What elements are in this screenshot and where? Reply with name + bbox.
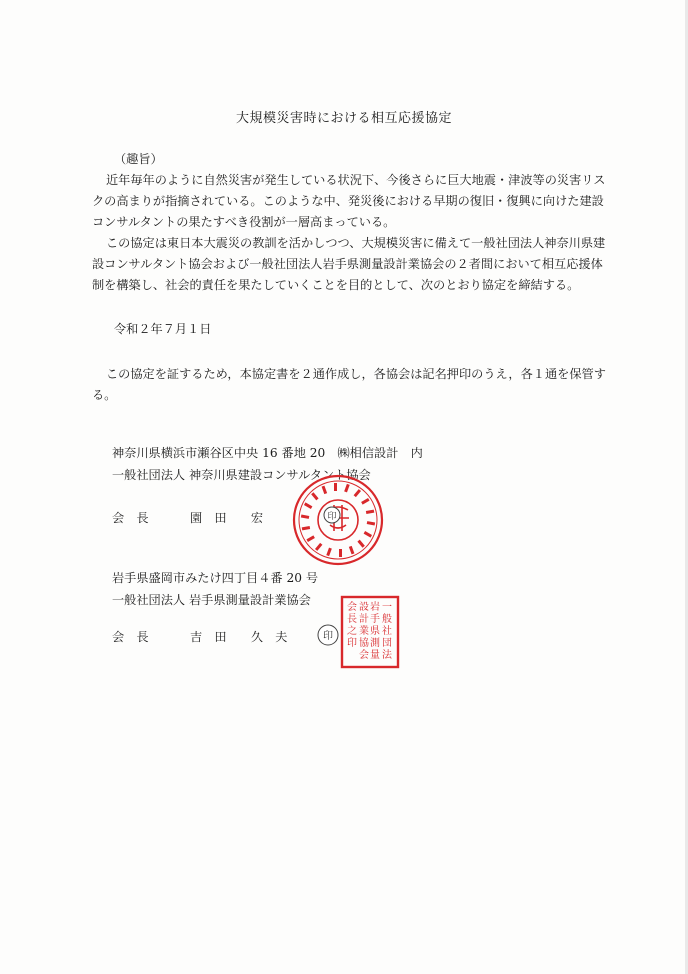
- paragraph-background: [92, 170, 606, 233]
- paragraph2-line: 設コンサルタント協会および一般社団法人岩手県測量設計業協会の２者間において相互応援体: [92, 257, 603, 271]
- party2-role: 会 長: [112, 630, 149, 644]
- paragraph2-line: この協定は東日本大震災の教訓を活かしつつ、大規模災害に備えて一般社団法人神奈川県建: [106, 236, 606, 250]
- date-text: 令和２年７月１日: [114, 322, 212, 336]
- svg-text:般: 般: [382, 614, 392, 625]
- party1-address: 神奈川県横浜市瀬谷区中央 16 番地 20 ㈱相信設計 内: [112, 446, 423, 460]
- svg-text:印: 印: [347, 638, 357, 649]
- purpose-heading: [92, 149, 590, 170]
- svg-text:社: 社: [382, 626, 392, 637]
- paragraph1-line: クの高まりが指摘されている。このような中、発災後における早期の復旧・復興に向けた建設: [92, 194, 604, 208]
- party2-seal-mark: 印: [323, 631, 333, 642]
- agreement-date: [92, 319, 590, 340]
- closing-line: る。: [92, 388, 117, 402]
- svg-text:測: 測: [370, 638, 380, 649]
- svg-text:一: 一: [382, 602, 392, 613]
- svg-text:長: 長: [347, 614, 357, 625]
- party2-organization: 一般社団法人 岩手県測量設計業協会: [112, 593, 311, 607]
- party1-name: 園 田 宏: [190, 511, 264, 525]
- kanagawa-round-seal: [290, 472, 386, 568]
- iwate-square-seal: [340, 595, 400, 669]
- svg-text:業: 業: [359, 626, 369, 637]
- svg-text:之: 之: [347, 626, 357, 637]
- closing-statement: [92, 364, 606, 406]
- svg-text:法: 法: [382, 650, 392, 661]
- party2-name: 吉 田 久 夫: [190, 630, 288, 644]
- svg-text:手: 手: [370, 614, 380, 625]
- party1-seal-mark: 印: [327, 512, 337, 522]
- paragraph2-line: 制を構築し、社会的責任を果たしていくことを目的として、次のとおり協定を締結する。: [92, 278, 580, 292]
- svg-text:県: 県: [370, 626, 380, 637]
- svg-text:会: 会: [359, 650, 369, 661]
- svg-text:計: 計: [359, 614, 369, 625]
- paragraph-purpose: [92, 233, 606, 296]
- svg-text:量: 量: [370, 650, 380, 661]
- closing-line: この協定を証するため，本協定書を２通作成し，各協会は記名押印のうえ，各１通を保管す: [106, 367, 606, 381]
- svg-text:設: 設: [359, 602, 369, 613]
- party2-small-seal: [315, 622, 341, 648]
- party1-role: 会 長: [112, 511, 149, 525]
- svg-text:岩: 岩: [370, 602, 380, 613]
- paragraph1-line: 近年毎年のように自然災害が発生している状況下、今後さらに巨大地震・津波等の災害リス: [106, 173, 606, 187]
- document-title: 大規模災害時における相互応援協定: [235, 111, 452, 126]
- svg-text:団: 団: [382, 638, 392, 649]
- party2-address: 岩手県盛岡市みたけ四丁目４番 20 号: [112, 571, 319, 585]
- purpose-heading-text: （趣旨）: [114, 152, 163, 166]
- party2-block: [112, 567, 318, 611]
- party1-organization: 一般社団法人 神奈川県建設コンサルタント協会: [112, 468, 371, 482]
- svg-text:協: 協: [359, 638, 369, 649]
- paragraph1-line: コンサルタントの果たすべき役割が一層高まっている。: [92, 215, 396, 229]
- svg-text:会: 会: [347, 602, 357, 613]
